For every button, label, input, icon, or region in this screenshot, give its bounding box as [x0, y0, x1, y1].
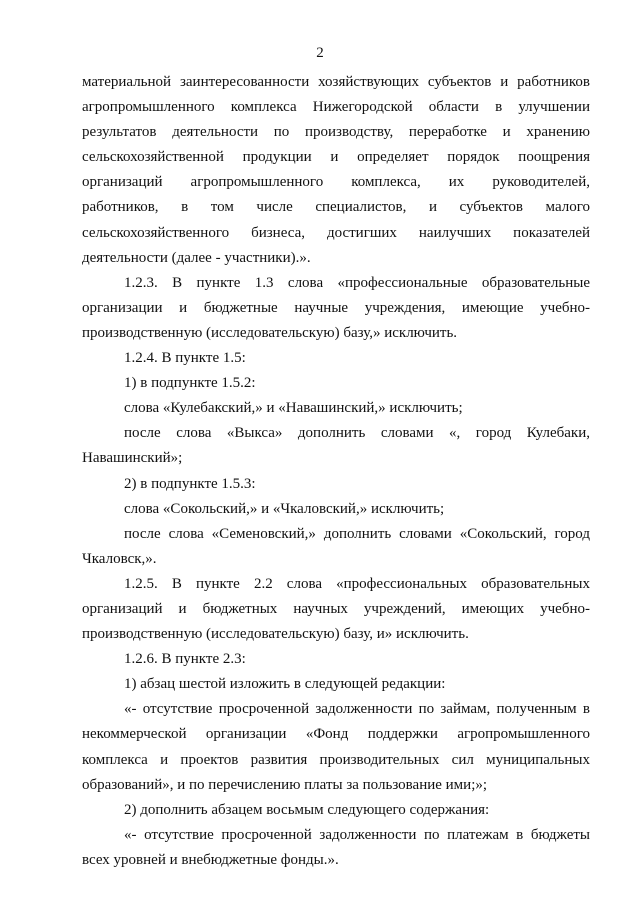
text-line: организаций агропромышленного комплекса, их руководителей,	[82, 174, 590, 191]
document-body	[82, 70, 590, 873]
text-line: 1.2.5. В пункте 2.2 слова «профессиональных образовательных	[124, 575, 590, 592]
text-line: Чкаловск,».	[82, 550, 157, 567]
text-line: 1) абзац шестой изложить в следующей редакции:	[124, 676, 446, 693]
page-number: 2	[316, 45, 324, 61]
text-line: 1.2.6. В пункте 2.3:	[124, 651, 246, 668]
text-line: агропромышленного комплекса Нижегородской области в улучшении	[82, 99, 590, 116]
text-line: работников, в том числе специалистов, и субъектов малого	[82, 199, 590, 216]
text-line: слова «Кулебакский,» и «Навашинский,» исключить;	[124, 400, 463, 417]
text-line: «- отсутствие просроченной задолженности по займам, полученным в	[124, 701, 590, 718]
text-line: сельскохозяйственного бизнеса, достигших наилучших показателей	[82, 224, 590, 241]
text-line: результатов деятельности по производству, переработке и хранению	[82, 124, 590, 141]
text-line: комплекса и проектов развития производительных сил муниципальных	[82, 751, 590, 768]
text-line: 2) дополнить абзацем восьмым следующего содержания:	[124, 801, 490, 818]
text-line: 1) в подпункте 1.5.2:	[124, 375, 256, 392]
text-line: слова «Сокольский,» и «Чкаловский,» исключить;	[124, 500, 445, 517]
text-line: деятельности (далее - участники).».	[82, 249, 311, 266]
text-line: производственную (исследовательскую) базу, и» исключить.	[82, 626, 469, 643]
text-line: 1.2.4. В пункте 1.5:	[124, 350, 246, 367]
text-line: организаций и бюджетных научных учреждений, имеющих учебно-	[82, 600, 590, 617]
text-line: производственную (исследовательскую) базу,» исключить.	[82, 324, 458, 341]
text-line: всех уровней и внебюджетные фонды.».	[82, 851, 339, 868]
text-line: Навашинский»;	[82, 450, 183, 467]
text-line: после слова «Семеновский,» дополнить словами «Сокольский, город	[124, 525, 590, 542]
text-line: некоммерческой организации «Фонд поддержки агропромышленного	[82, 726, 590, 743]
text-line: материальной заинтересованности хозяйствующих субъектов и работников	[82, 74, 590, 90]
text-line: организации и бюджетные научные учреждения, имеющие учебно-	[82, 299, 590, 316]
text-line: сельскохозяйственной продукции и определяет порядок поощрения	[82, 149, 590, 166]
text-line: 2) в подпункте 1.5.3:	[124, 475, 256, 492]
text-line: 1.2.3. В пункте 1.3 слова «профессиональные образовательные	[124, 274, 590, 291]
text-line: образований», и по перечислению платы за пользование ими;»;	[82, 776, 488, 793]
text-line: «- отсутствие просроченной задолженности по платежам в бюджеты	[124, 826, 590, 843]
text-line: после слова «Выкса» дополнить словами «, город Кулебаки,	[124, 425, 590, 442]
